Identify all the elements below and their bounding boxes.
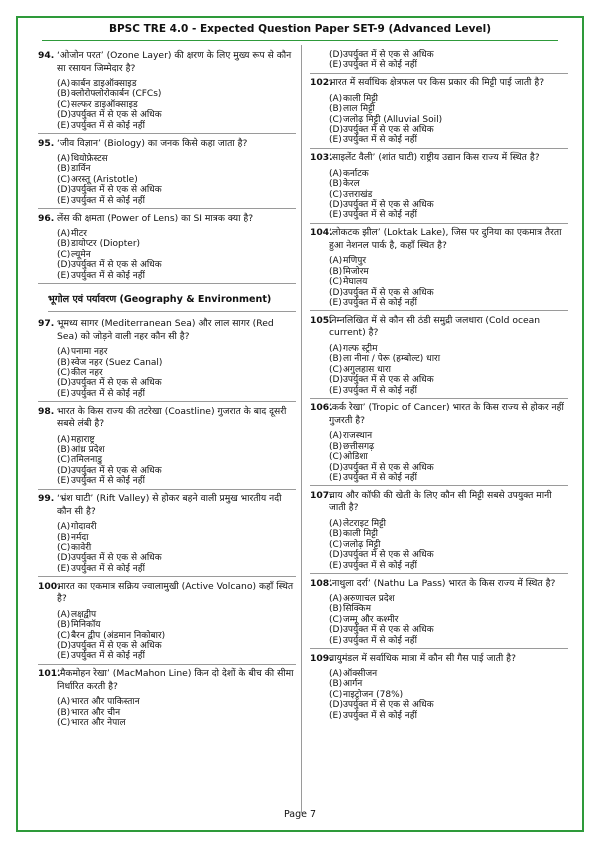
option — [329, 298, 568, 308]
option-text: मिजोरम — [343, 266, 369, 277]
option — [57, 564, 296, 574]
option — [329, 354, 568, 364]
question-102 — [310, 77, 568, 149]
option-letter: (D) — [329, 625, 343, 636]
option — [57, 435, 296, 445]
option — [329, 700, 568, 710]
option-letter: (E) — [57, 120, 70, 131]
option-text: उपर्युक्त में से कोई नहीं — [71, 388, 145, 399]
question-number: 102. — [310, 77, 333, 89]
option-letter: (E) — [329, 135, 342, 146]
option-text: उपर्युक्त में से एक से अधिक — [343, 375, 434, 386]
question-98 — [38, 406, 296, 490]
option-text: उपर्युक्त में से कोई नहीं — [343, 298, 417, 308]
option-letter: (A) — [329, 256, 343, 267]
option-letter: (E) — [329, 635, 342, 646]
option-letter: (D) — [329, 700, 343, 711]
question-text: भूमध्य सागर (Mediterranean Sea) और लाल सागर (Red Sea) को जोड़ने वाली नहर कौन सी है? — [57, 318, 274, 342]
option-letter: (D) — [329, 375, 343, 386]
question-text: ‘ओजोन परत’ (Ozone Layer) की क्षरण के लिए मुख्य रूप से कौन सा रसायन जिम्मेदार है? — [57, 50, 292, 74]
option — [329, 711, 568, 721]
option-letter: (D) — [57, 185, 71, 196]
option-text: छत्तीसगढ़ — [343, 441, 375, 452]
option — [329, 115, 568, 125]
option-letter: (E) — [329, 298, 342, 308]
option-letter: (B) — [329, 441, 343, 452]
option — [329, 519, 568, 529]
option — [329, 256, 568, 266]
option-letter: (E) — [329, 385, 342, 396]
option-text: उपर्युक्त में से कोई नहीं — [343, 635, 417, 646]
option-text: तमिलनाडु — [71, 455, 103, 466]
option — [57, 110, 296, 120]
option-letter: (C) — [57, 718, 71, 729]
option — [329, 365, 568, 375]
option-letter: (D) — [329, 287, 343, 298]
question-number: 95. — [38, 137, 55, 149]
option-text: गल्फ स्ट्रीम — [343, 343, 378, 354]
option — [329, 594, 568, 604]
option-letter: (B) — [329, 104, 343, 115]
option-letter: (B) — [57, 164, 71, 175]
option-letter: (E) — [329, 473, 342, 484]
question-107 — [310, 490, 568, 574]
option — [329, 604, 568, 614]
column-divider — [301, 45, 302, 813]
option-letter: (A) — [57, 697, 71, 708]
question-103 — [310, 152, 568, 224]
option-text: लक्षद्वीप — [71, 609, 97, 620]
option-letter: (C) — [329, 614, 343, 625]
option-text: गोदावरी — [71, 522, 97, 533]
option-text: उपर्युक्त में से एक से अधिक — [71, 110, 162, 121]
option-letter: (B) — [329, 354, 343, 365]
option-letter: (B) — [57, 707, 71, 718]
option — [57, 250, 296, 260]
question-number: 107. — [310, 489, 333, 501]
option-letter: (D) — [329, 462, 343, 473]
question-text: ‘साइलेंट वैली’ (शांत घाटी) राष्ट्रीय उद्यान किस राज्य में स्थित है? — [329, 152, 540, 164]
option-letter: (D) — [57, 110, 71, 121]
option-text: सिक्किम — [343, 604, 371, 615]
option-text: केरल — [343, 179, 360, 190]
page-number: Page 7 — [283, 809, 317, 820]
option — [329, 104, 568, 114]
option-text: मणिपुर — [343, 256, 367, 267]
question-number: 109. — [310, 652, 333, 664]
option-text: अरस्तू (Aristotle) — [71, 174, 138, 185]
option-letter: (B) — [329, 179, 343, 190]
page-header: BPSC TRE 4.0 - Expected Question Paper SET-9 (Advanced Level) — [108, 23, 491, 35]
option — [329, 540, 568, 550]
option-text: आंध्र प्रदेश — [71, 445, 105, 456]
option-text: राजस्थान — [343, 431, 373, 442]
option-letter: (D) — [329, 125, 343, 136]
option-text: भारत और पाकिस्तान — [71, 697, 140, 708]
option-text: उपर्युक्त में से कोई नहीं — [343, 710, 417, 721]
option-letter: (C) — [57, 249, 71, 260]
option-text: उपर्युक्त में से एक से अधिक — [343, 125, 434, 136]
option-letter: (E) — [329, 210, 342, 221]
question-number: 99. — [38, 493, 55, 505]
header-rule — [42, 40, 558, 41]
option — [329, 679, 568, 689]
question-number: 100. — [38, 580, 61, 592]
option-text: ल्यूमेन — [71, 249, 91, 260]
option — [57, 455, 296, 465]
option-letter: (E) — [57, 388, 70, 399]
option — [329, 463, 568, 473]
option-text: लाल मिट्टी — [343, 104, 375, 115]
question-text: लेंस की क्षमता (Power of Lens) का SI मात्रक क्या है? — [57, 212, 254, 224]
option — [57, 260, 296, 270]
option-text: स्वेज नहर (Suez Canal) — [71, 357, 163, 368]
option — [329, 135, 568, 145]
question-99 — [38, 493, 296, 577]
option — [57, 697, 296, 707]
option-text: उपर्युक्त में से एक से अधिक — [71, 465, 162, 476]
option-text: बैरन द्वीप (अंडमान निकोबार) — [71, 630, 166, 641]
option — [57, 476, 296, 486]
option — [329, 288, 568, 298]
option-text: उपर्युक्त में से कोई नहीं — [343, 135, 417, 146]
option-letter: (E) — [57, 195, 70, 206]
question-96 — [38, 213, 296, 285]
option-letter: (B) — [329, 266, 343, 277]
option — [329, 529, 568, 539]
option-text: उपर्युक्त में से कोई नहीं — [343, 473, 417, 484]
question-text: भारत के किस राज्य की तटरेखा (Coastline) गुजरात के बाद दूसरी सबसे लंबी है? — [57, 405, 287, 430]
option-letter: (A) — [57, 609, 71, 620]
option — [57, 229, 296, 239]
option-text: काली मिट्टी — [343, 529, 378, 540]
option-letter: (A) — [57, 434, 71, 445]
option — [329, 561, 568, 571]
question-text: भारत में सर्वाधिक क्षेत्रफल पर किस प्रकार की मिट्टी पाई जाती है? — [329, 77, 545, 89]
option-text: उपर्युक्त में से एक से अधिक — [343, 462, 434, 473]
option — [57, 631, 296, 641]
option-letter: (C) — [57, 367, 71, 378]
option-letter: (D) — [329, 200, 343, 211]
option — [57, 718, 296, 728]
option-letter: (B) — [57, 445, 71, 456]
option-letter: (B) — [57, 620, 71, 631]
question-text: भारत का एकमात्र सक्रिय ज्वालामुखी (Active Volcano) कहाँ स्थित है? — [57, 580, 294, 605]
option-text: ऑक्सीजन — [343, 669, 378, 680]
option-text: क्लोरोफ्लोरोकार्बन (CFCs) — [71, 89, 162, 100]
option-letter: (E) — [57, 476, 70, 487]
question-text: वायुमंडल में सर्वाधिक मात्रा में कौन सी गैस पाई जाती है? — [329, 652, 516, 664]
option — [329, 179, 568, 189]
option-text: उपर्युक्त में से कोई नहीं — [71, 270, 145, 281]
option-text: उपर्युक्त में से एक से अधिक — [71, 260, 162, 271]
option — [57, 121, 296, 131]
option-text: आर्गन — [343, 679, 363, 690]
option-letter: (B) — [57, 239, 71, 250]
option-letter: (A) — [329, 93, 343, 104]
question-95 — [38, 138, 296, 210]
option-letter: (C) — [57, 99, 71, 110]
option-text: उपर्युक्त में से एक से अधिक — [71, 185, 162, 196]
option — [57, 368, 296, 378]
left-column — [38, 50, 296, 734]
option-letter: (C) — [57, 174, 71, 185]
option — [329, 94, 568, 104]
option-letter: (D) — [57, 465, 71, 476]
question-text: ‘जीव विज्ञान’ (Biology) का जनक किसे कहा जाता है? — [57, 137, 248, 149]
option-text: उपर्युक्त में से कोई नहीं — [71, 120, 145, 131]
option-text: मेघालय — [343, 277, 368, 288]
option-text: कील नहर — [71, 367, 103, 378]
question-number: 98. — [38, 405, 55, 417]
option-text: उपर्युक्त में से एक से अधिक — [343, 50, 434, 60]
option-text: सल्फर डाइऑक्साइड — [71, 99, 138, 110]
option-text: उपर्युक्त में से एक से अधिक — [343, 700, 434, 711]
option-text: कावेरी — [71, 542, 92, 553]
option-letter: (B) — [329, 529, 343, 540]
option-text: जलोढ़ मिट्टी — [343, 539, 381, 550]
option-letter: (C) — [57, 455, 71, 466]
option-text: उपर्युक्त में से कोई नहीं — [71, 651, 145, 662]
option — [57, 378, 296, 388]
option — [57, 389, 296, 399]
option — [329, 125, 568, 135]
option — [329, 386, 568, 396]
question-106 — [310, 402, 568, 486]
option-letter: (A) — [57, 347, 71, 358]
option — [57, 164, 296, 174]
option — [329, 452, 568, 462]
option-text: कार्बन डाइऑक्साइड — [71, 79, 137, 89]
option-letter: (A) — [57, 229, 71, 240]
option — [329, 60, 568, 70]
option-text: मीटर — [71, 229, 87, 240]
option-text: उपर्युक्त में से कोई नहीं — [343, 560, 417, 571]
option-text: जलोढ़ मिट्टी (Alluvial Soil) — [343, 114, 443, 125]
option — [57, 533, 296, 543]
question-number: 108. — [310, 577, 333, 589]
option — [329, 210, 568, 220]
option-letter: (B) — [57, 357, 71, 368]
option — [57, 196, 296, 206]
option-letter: (C) — [329, 277, 343, 288]
question-97 — [38, 318, 296, 402]
option-text: उपर्युक्त में से कोई नहीं — [343, 385, 417, 396]
option — [329, 277, 568, 287]
question-104 — [310, 227, 568, 311]
option-letter: (A) — [329, 168, 343, 179]
option-letter: (C) — [57, 542, 71, 553]
option — [57, 641, 296, 651]
option-text: थियोफ्रेस्टस — [71, 154, 108, 165]
option-text: उपर्युक्त में से एक से अधिक — [343, 550, 434, 561]
question-number: 101. — [38, 668, 61, 680]
option-text: उपर्युक्त में से एक से अधिक — [343, 200, 434, 211]
option-text: उपर्युक्त में से एक से अधिक — [71, 640, 162, 651]
option-text: लेटराइट मिट्टी — [343, 518, 386, 529]
option-letter: (A) — [329, 343, 343, 354]
option-text: उपर्युक्त में से कोई नहीं — [71, 476, 145, 487]
option — [57, 79, 296, 89]
option-letter: (A) — [329, 669, 343, 680]
option-text: कर्नाटक — [343, 168, 369, 179]
option-text: उपर्युक्त में से एक से अधिक — [343, 287, 434, 298]
question-number: 97. — [38, 318, 55, 330]
option-letter: (C) — [57, 630, 71, 641]
option-letter: (E) — [329, 560, 342, 571]
option-letter: (C) — [329, 452, 343, 463]
option-letter: (B) — [57, 532, 71, 543]
option — [329, 344, 568, 354]
question-94 — [38, 50, 296, 134]
question-number: 103. — [310, 152, 333, 164]
option-letter: (C) — [329, 364, 343, 375]
question-text: ‘नाथुला दर्रा’ (Nathu La Pass) भारत के किस राज्य में स्थित है? — [329, 577, 556, 589]
option — [57, 175, 296, 185]
option-letter: (E) — [57, 651, 70, 662]
option-text: काली मिट्टी — [343, 93, 378, 104]
option-text: उपर्युक्त में से एक से अधिक — [71, 378, 162, 389]
question-number: 104. — [310, 227, 333, 239]
option-text: महाराष्ट्र — [71, 434, 95, 445]
option-text: उपर्युक्त में से एक से अधिक — [71, 553, 162, 564]
option-text: उपर्युक्त में से कोई नहीं — [71, 563, 145, 574]
option-letter: (D) — [57, 378, 71, 389]
option-letter: (E) — [329, 710, 342, 721]
option — [57, 347, 296, 357]
option — [329, 267, 568, 277]
option-text: मिनिकॉय — [71, 620, 101, 631]
option-text: डार्विन — [71, 164, 91, 175]
option-letter: (D) — [57, 553, 71, 564]
question-109 — [310, 653, 568, 724]
option-letter: (B) — [329, 679, 343, 690]
question-number: 96. — [38, 212, 55, 224]
option-letter: (C) — [329, 189, 343, 200]
option-letter: (A) — [57, 522, 71, 533]
option-letter: (A) — [329, 518, 343, 529]
right-column — [310, 50, 568, 727]
option — [329, 669, 568, 679]
option-letter: (B) — [329, 604, 343, 615]
option — [57, 708, 296, 718]
option — [329, 690, 568, 700]
option-text: उपर्युक्त में से एक से अधिक — [343, 625, 434, 636]
option-text: भारत और नेपाल — [71, 718, 126, 729]
option — [57, 239, 296, 249]
option — [57, 522, 296, 532]
question-number: 94. — [38, 50, 55, 61]
question-101-continuation — [310, 50, 568, 74]
question-text: चाय और कॉफी की खेती के लिए कौन सी मिट्टी सबसे उपयुक्त मानी जाती है? — [329, 489, 552, 514]
option-letter: (C) — [329, 689, 343, 700]
option-text: पनामा नहर — [71, 347, 108, 358]
option — [329, 442, 568, 452]
option-text: ओडिशा — [343, 452, 368, 463]
option — [329, 50, 568, 60]
option-letter: (E) — [329, 60, 342, 71]
option — [329, 169, 568, 179]
question-105 — [310, 315, 568, 399]
option-text: भारत और चीन — [71, 707, 121, 718]
option — [57, 543, 296, 553]
option-letter: (C) — [329, 114, 343, 125]
option-text: उपर्युक्त में से कोई नहीं — [71, 195, 145, 206]
option — [329, 375, 568, 385]
option-text: जम्मू और कश्मीर — [343, 614, 399, 625]
option — [329, 200, 568, 210]
option-text: नाइट्रोजन (78%) — [343, 689, 404, 700]
page-border — [16, 16, 584, 832]
question-number: 106. — [310, 402, 333, 414]
option — [329, 625, 568, 635]
option-text: उत्तराखंड — [343, 189, 373, 200]
option-text: अगुलहास धारा — [343, 364, 391, 375]
option-text: उपर्युक्त में से कोई नहीं — [343, 210, 417, 221]
option-text: ला नीना / पेरू (हम्बोल्ट) धारा — [343, 354, 441, 365]
option-letter: (D) — [329, 550, 343, 561]
question-text: ‘लोकटक झील’ (Loktak Lake), जिस पर दुनिया का एकमात्र तैरता हुआ नेशनल पार्क है, कहाँ स्थित है? — [329, 227, 562, 251]
option — [57, 651, 296, 661]
option-letter: (D) — [329, 50, 343, 60]
option-letter: (A) — [57, 79, 71, 89]
option-text: उपर्युक्त में से कोई नहीं — [343, 60, 417, 71]
option — [329, 190, 568, 200]
question-101 — [38, 668, 296, 730]
option-letter: (D) — [57, 640, 71, 651]
option-text: अरुणाचल प्रदेश — [343, 594, 395, 604]
option-letter: (E) — [57, 270, 70, 281]
option-letter: (D) — [57, 260, 71, 271]
question-number: 105. — [310, 314, 333, 326]
option-letter: (E) — [57, 563, 70, 574]
option — [329, 550, 568, 560]
option — [57, 445, 296, 455]
question-text: ‘भ्रंश घाटी’ (Rift Valley) से होकर बहने वाली प्रमुख भारतीय नदी कौन सी है? — [57, 493, 282, 517]
option-letter: (A) — [329, 594, 343, 604]
option — [57, 620, 296, 630]
option — [329, 473, 568, 483]
option — [57, 185, 296, 195]
option — [329, 431, 568, 441]
question-100 — [38, 581, 296, 665]
option-text: डायोप्टर (Diopter) — [71, 239, 141, 250]
question-text: ‘मैकमोहन रेखा’ (MacMahon Line) किन दो देशों के बीच की सीमा निर्धारित करती है? — [57, 668, 294, 692]
option-text: नर्मदा — [71, 532, 89, 543]
option — [57, 553, 296, 563]
option — [57, 358, 296, 368]
option — [57, 100, 296, 110]
option — [57, 466, 296, 476]
option — [57, 154, 296, 164]
option — [329, 615, 568, 625]
option-letter: (B) — [57, 89, 71, 100]
question-108 — [310, 578, 568, 650]
section-heading: भूगोल एवं पर्यावरण (Geography & Environment) — [48, 292, 296, 312]
option — [57, 610, 296, 620]
question-text: निम्नलिखित में से कौन सी ठंडी समुद्री जलधारा (Cold ocean current) है? — [329, 314, 541, 339]
option-letter: (A) — [329, 431, 343, 442]
option — [57, 89, 296, 99]
option-letter: (C) — [329, 539, 343, 550]
option — [57, 271, 296, 281]
question-text: ‘कर्क रेखा’ (Tropic of Cancer) भारत के किस राज्य से होकर नहीं गुजरती है? — [329, 402, 564, 426]
option — [329, 636, 568, 646]
option-letter: (A) — [57, 154, 71, 165]
